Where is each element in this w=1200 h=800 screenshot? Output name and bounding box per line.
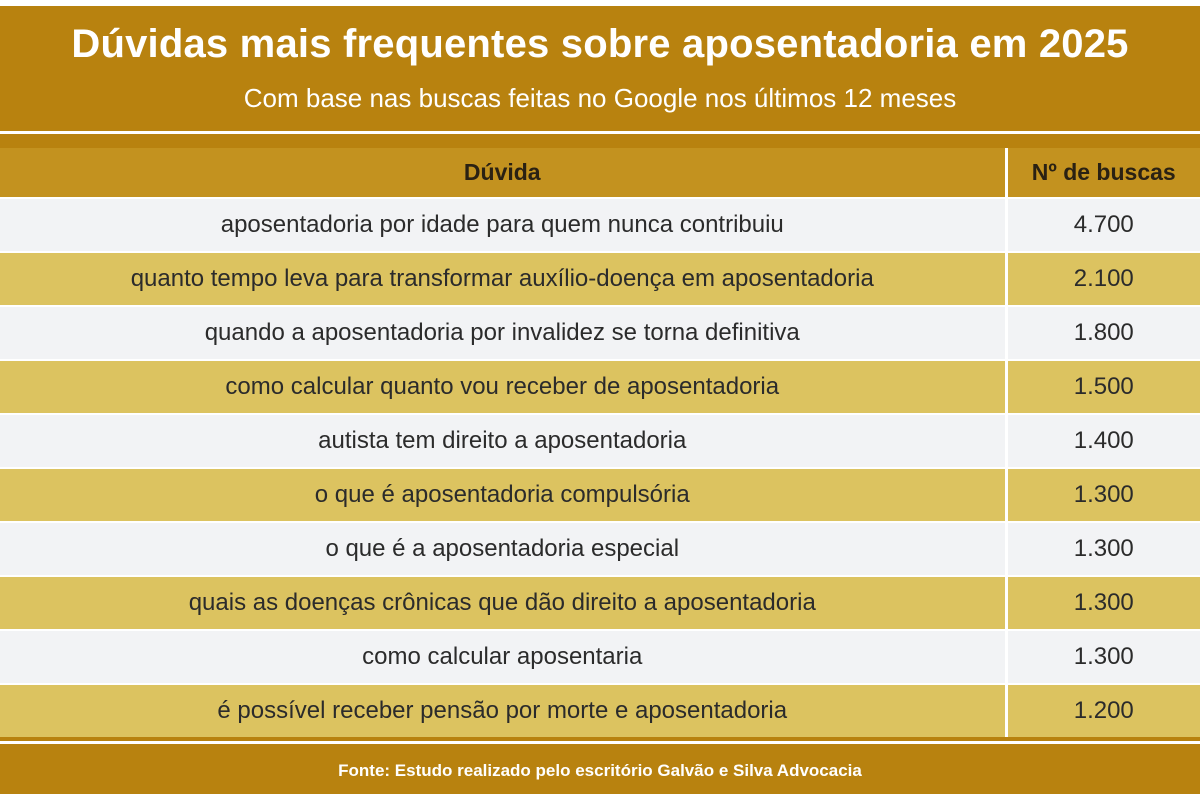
column-header-searches: Nº de buscas [1006,148,1200,198]
table-header-row [0,148,1200,198]
table-row [0,468,1200,522]
searches-cell: 1.200 [1006,684,1200,737]
question-cell: é possível receber pensão por morte e aposentadoria [0,684,1006,737]
searches-cell: 1.300 [1006,576,1200,630]
searches-cell: 1.300 [1006,468,1200,522]
source-footnote: Fonte: Estudo realizado pelo escritório Galvão e Silva Advocacia [338,761,862,780]
page-subtitle: Com base nas buscas feitas no Google nos últimos 12 meses [243,83,957,113]
searches-cell: 1.500 [1006,360,1200,414]
table-row [0,360,1200,414]
question-cell: quanto tempo leva para transformar auxílio-doença em aposentadoria [0,252,1006,306]
table-row [0,576,1200,630]
searches-table [0,148,1200,737]
searches-cell: 1.800 [1006,306,1200,360]
searches-cell: 4.700 [1006,198,1200,252]
searches-cell: 1.300 [1006,522,1200,576]
question-cell: quando a aposentadoria por invalidez se torna definitiva [0,306,1006,360]
question-cell: aposentadoria por idade para quem nunca contribuiu [0,198,1006,252]
searches-cell: 2.100 [1006,252,1200,306]
table-row [0,252,1200,306]
table-row [0,522,1200,576]
table-row [0,198,1200,252]
table-row [0,630,1200,684]
page-title: Dúvidas mais frequentes sobre aposentadoria em 2025 [71,22,1129,66]
question-cell: como calcular aposentaria [0,630,1006,684]
table-row [0,306,1200,360]
table-row [0,414,1200,468]
question-cell: quais as doenças crônicas que dão direito a aposentadoria [0,576,1006,630]
searches-cell: 1.400 [1006,414,1200,468]
question-cell: o que é a aposentadoria especial [0,522,1006,576]
searches-cell: 1.300 [1006,630,1200,684]
question-cell: o que é aposentadoria compulsória [0,468,1006,522]
column-header-question: Dúvida [0,148,1006,198]
table-row [0,684,1200,737]
top-divider [0,131,1200,134]
bottom-divider [0,741,1200,744]
question-cell: como calcular quanto vou receber de aposentadoria [0,360,1006,414]
question-cell: autista tem direito a aposentadoria [0,414,1006,468]
